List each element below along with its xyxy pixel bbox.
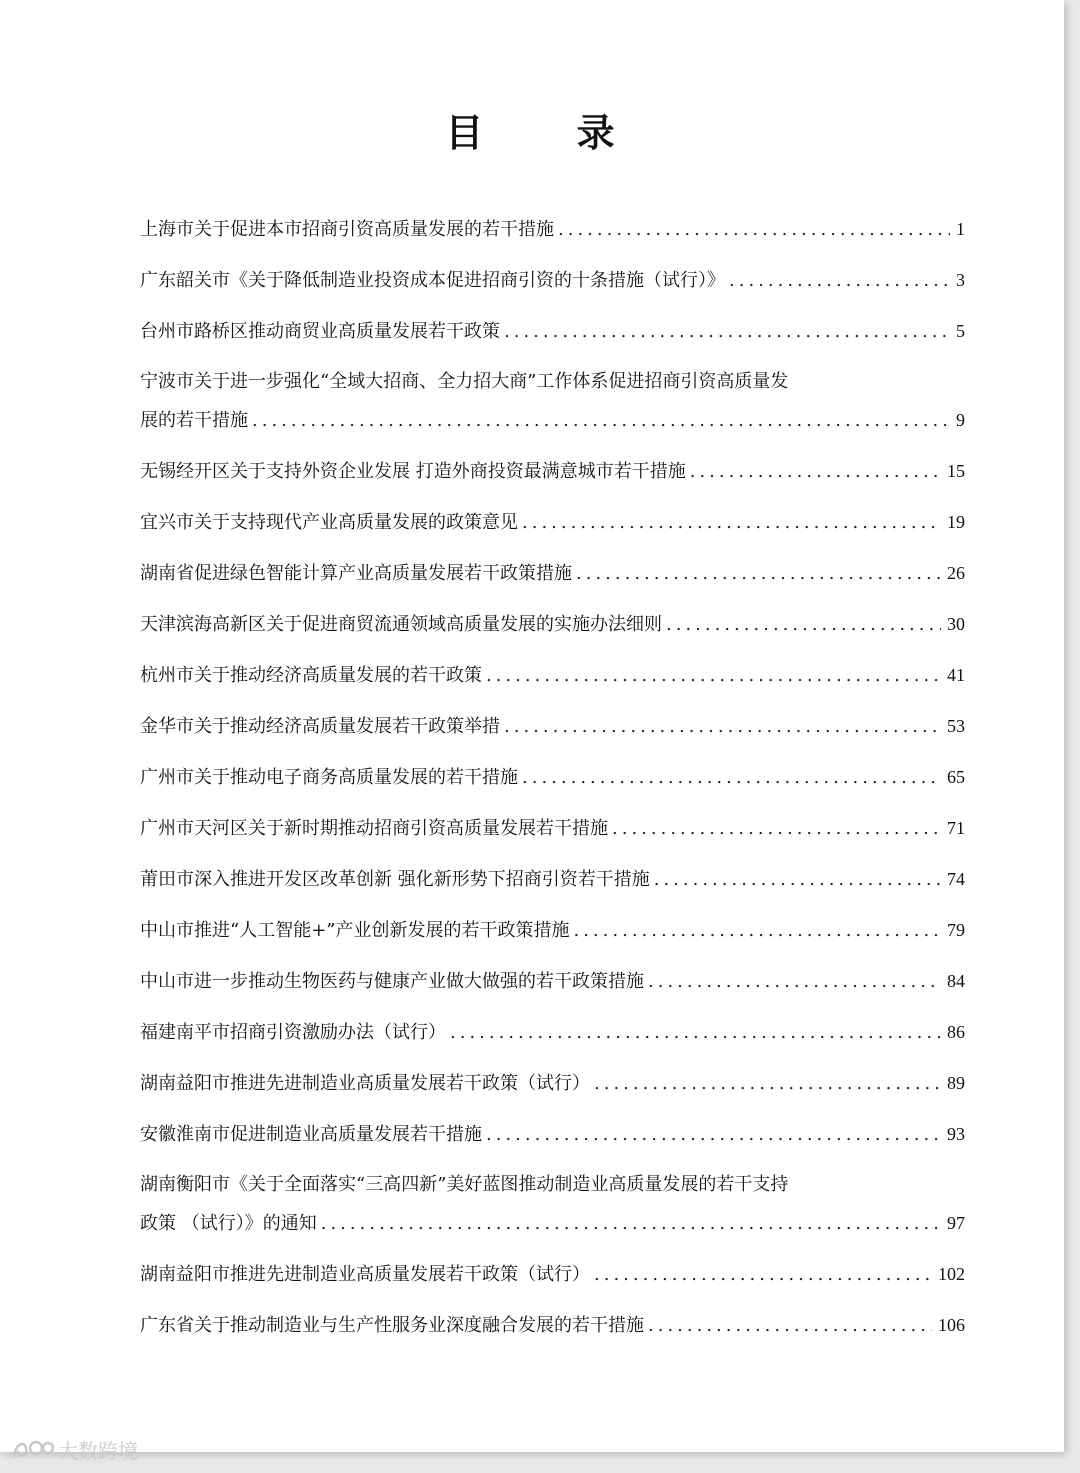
leader-dots — [648, 1307, 932, 1345]
logo-icon — [10, 1436, 54, 1462]
table-of-contents — [140, 210, 965, 1357]
leader-dots — [648, 963, 941, 1001]
toc-entry-title-line2: 政策 （试行）》的通知 — [140, 1213, 317, 1234]
toc-entry-page: 26 — [947, 563, 965, 583]
leader-dots — [594, 1256, 932, 1294]
toc-entry-title: 湖南益阳市推进先进制造业高质量发展若干政策（试行） — [140, 1073, 590, 1094]
toc-entry-page: 74 — [947, 869, 965, 889]
toc-entry-title-line1: 宁波市关于进一步强化“全域大招商、全力招大商”工作体系促进招商引资高质量发 — [140, 371, 789, 392]
toc-entry[interactable] — [140, 452, 965, 491]
toc-entry-title: 金华市关于推动经济高质量发展若干政策举措 — [140, 716, 500, 737]
toc-entry-title: 无锡经开区关于支持外资企业发展 打造外商投资最满意城市若干措施 — [140, 461, 686, 482]
page-title: 目 录 — [445, 110, 655, 155]
toc-entry-page: 89 — [947, 1073, 965, 1093]
leader-dots — [594, 1065, 941, 1103]
leader-dots — [486, 1116, 941, 1154]
leader-dots — [522, 504, 941, 542]
toc-entry-page: 65 — [947, 767, 965, 787]
toc-entry[interactable] — [140, 962, 965, 1001]
toc-entry-page: 19 — [947, 512, 965, 532]
toc-entry-page: 5 — [956, 321, 965, 341]
toc-entry-page: 86 — [947, 1022, 965, 1042]
toc-entry-page: 79 — [947, 920, 965, 940]
toc-entry-title: 湖南省促进绿色智能计算产业高质量发展若干政策措施 — [140, 563, 572, 584]
watermark-text: 大数跨境 — [58, 1438, 138, 1463]
toc-entry[interactable] — [140, 363, 965, 440]
toc-entry-page: 1 — [956, 219, 965, 239]
toc-entry[interactable] — [140, 1013, 965, 1052]
leader-dots — [252, 402, 950, 440]
toc-entry-page: 41 — [947, 665, 965, 685]
toc-entry[interactable] — [140, 1255, 965, 1294]
toc-entry-page: 15 — [947, 461, 965, 481]
toc-entry-page: 93 — [947, 1124, 965, 1144]
toc-entry[interactable] — [140, 1166, 965, 1243]
toc-entry[interactable] — [140, 1064, 965, 1103]
toc-entry-title: 广州市天河区关于新时期推动招商引资高质量发展若干措施 — [140, 818, 608, 839]
toc-entry[interactable] — [140, 605, 965, 644]
leader-dots — [321, 1205, 941, 1243]
toc-entry-title: 湖南益阳市推进先进制造业高质量发展若干政策（试行） — [140, 1264, 590, 1285]
toc-entry-page: 53 — [947, 716, 965, 736]
leader-dots — [450, 1014, 941, 1052]
toc-entry-title: 台州市路桥区推动商贸业高质量发展若干政策 — [140, 321, 500, 342]
leader-dots — [504, 708, 941, 746]
toc-entry-page: 9 — [956, 410, 965, 430]
toc-entry-title: 中山市推进“人工智能+”产业创新发展的若干政策措施 — [140, 920, 570, 941]
leader-dots — [573, 912, 941, 950]
toc-entry[interactable] — [140, 707, 965, 746]
toc-entry-title-line1: 湖南衡阳市《关于全面落实“三高四新”美好蓝图推动制造业高质量发展的若干支持 — [140, 1174, 789, 1195]
toc-entry[interactable] — [140, 1306, 965, 1345]
leader-dots — [666, 606, 941, 644]
toc-entry-title: 杭州市关于推动经济高质量发展的若干政策 — [140, 665, 482, 686]
toc-entry-title: 安徽淮南市促进制造业高质量发展若干措施 — [140, 1124, 482, 1145]
toc-entry-page: 30 — [947, 614, 965, 634]
toc-entry-title: 宜兴市关于支持现代产业高质量发展的政策意见 — [140, 512, 518, 533]
toc-entry-title: 广州市关于推动电子商务高质量发展的若干措施 — [140, 767, 518, 788]
toc-entry[interactable] — [140, 809, 965, 848]
leader-dots — [690, 453, 941, 491]
toc-entry[interactable] — [140, 1115, 965, 1154]
leader-dots — [654, 861, 941, 899]
toc-entry[interactable] — [140, 210, 965, 249]
toc-entry[interactable] — [140, 503, 965, 542]
toc-entry-title-line2: 展的若干措施 — [140, 410, 248, 431]
toc-entry-title: 莆田市深入推进开发区改革创新 强化新形势下招商引资若干措施 — [140, 869, 650, 890]
toc-entry-title: 中山市进一步推动生物医药与健康产业做大做强的若干政策措施 — [140, 971, 644, 992]
leader-dots — [576, 555, 941, 593]
toc-entry[interactable] — [140, 758, 965, 797]
toc-entry[interactable] — [140, 261, 965, 300]
leader-dots — [486, 657, 941, 695]
toc-entry-page: 102 — [938, 1264, 965, 1284]
leader-dots — [558, 211, 950, 249]
toc-entry[interactable] — [140, 554, 965, 593]
toc-entry[interactable] — [140, 656, 965, 695]
toc-entry-page: 71 — [947, 818, 965, 838]
toc-entry-title: 上海市关于促进本市招商引资高质量发展的若干措施 — [140, 219, 554, 240]
toc-entry-page: 3 — [956, 270, 965, 290]
toc-entry-page: 97 — [947, 1213, 965, 1233]
toc-entry[interactable] — [140, 312, 965, 351]
leader-dots — [612, 810, 941, 848]
toc-entry-page: 84 — [947, 971, 965, 991]
leader-dots — [522, 759, 941, 797]
toc-entry-title: 广东省关于推动制造业与生产性服务业深度融合发展的若干措施 — [140, 1315, 644, 1336]
leader-dots — [504, 313, 950, 351]
toc-entry-title: 广东韶关市《关于降低制造业投资成本促进招商引资的十条措施（试行）》 — [140, 270, 725, 291]
toc-entry-title: 福建南平市招商引资激励办法（试行） — [140, 1022, 446, 1043]
toc-entry[interactable] — [140, 911, 965, 950]
watermark — [10, 1434, 138, 1464]
toc-entry-page: 106 — [938, 1315, 965, 1335]
toc-entry-title: 天津滨海高新区关于促进商贸流通领域高质量发展的实施办法细则 — [140, 614, 662, 635]
toc-entry[interactable] — [140, 860, 965, 899]
leader-dots — [729, 262, 950, 300]
